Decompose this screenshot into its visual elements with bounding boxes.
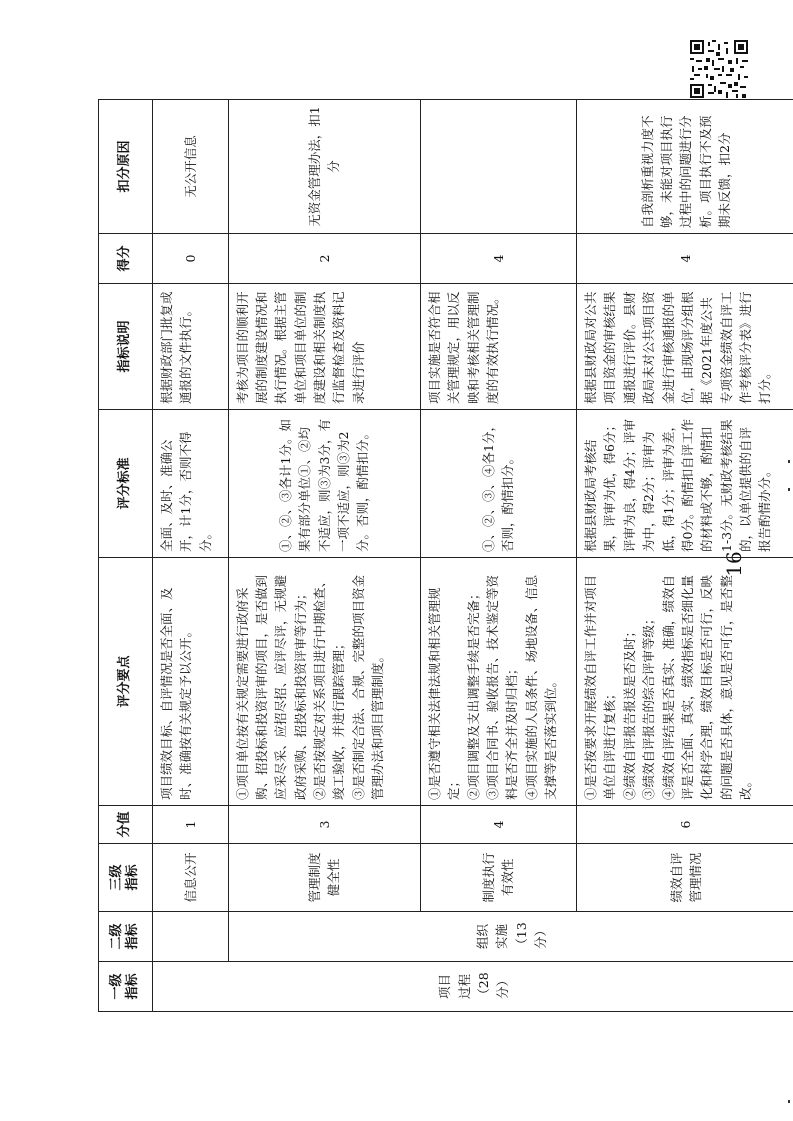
header-level3: 三级 指标 [99,844,153,912]
qr-code-image [690,40,748,98]
got-cell: 2 [228,234,420,284]
points-line: ④项目实施的人员条件、场地设备、信息支撑等是否落实到位。 [523,574,559,800]
level3-cell: 制度执行 有效性 [420,844,576,912]
margin-mark [788,1100,790,1103]
level2-cell-empty [152,912,228,962]
standard-cell: 根据县财政局考核结果，评审为优，得6分；评审为良，得4分；评审为中，得2分；评审为低，得1分；评审为差，得0分。酌情扣自评工作的材料或不够，酌情扣1-3分。无财政考核结果的，以单位提供的自评报告酌情办分。 [577,410,793,558]
margin-mark [788,460,790,463]
points-line: ②绩效自评报告报送是否及时； [621,624,637,800]
header-points: 评分要点 [99,558,153,806]
points-line: ③是否制定合法、合规、完整的项目资金管理办法和项目管理制度。 [350,574,386,800]
points-line: ①是否遵守相关法律法规和相关管理规定； [426,587,462,800]
points-line: ①是否按要求开展绩效自评工作并对项目单位自评进行复核； [583,574,618,800]
points-line: ④绩效自评结果是否真实、准确，绩效自评是否全面、真实，绩效指标是否细化量化和科学合理，绩效目标是否可行，反映的问题是否具体，意见是否可行，是否整改。 [660,574,753,800]
evaluation-table [98,99,793,1012]
qr-code-icon [690,40,748,98]
level1-cell: 项目 过程 （28分） [152,962,793,1012]
level3-cell: 绩效自评 管理情况 [577,844,793,912]
note-cell: 项目实施是否符合相关管理规定，用以反映和考核相关管理制度的有效执行情况。 [420,284,576,410]
page-number: 16 [722,551,746,577]
header-note: 指标说明 [99,284,153,410]
points-line: ③绩效自评报告的综合评审等级； [641,612,657,800]
note-cell: 考核为项目的顺利开展的制度建设情况和执行情况。根据主管单位和项目单位的制度建设和相关制度执行监督检查及资料记录进行评价 [228,284,420,410]
got-cell: 4 [420,234,576,284]
table-row [420,100,576,1012]
points-line: ①项目单位按有关规定需要进行政府采购、招投标和投资评审的项目，是否做到应采尽采、应招尽招、应评尽评，无规避政府采购、招投标和投资评审等行为； [234,574,308,800]
header-standard: 评分标准 [99,410,153,558]
note-cell: 根据财政部门批复或通报的文件执行。 [152,284,228,410]
points-cell [420,558,576,806]
score-cell: 1 [152,806,228,844]
reason-cell: 无资金管理办法，扣1分 [228,100,420,234]
header-score: 分值 [99,806,153,844]
points-cell [228,558,420,806]
table-header-row [99,100,153,1012]
level3-cell: 信息公开 [152,844,228,912]
reason-cell: 自我剖析重视力度不够，未能对项目执行过程中的问题进行分析。项目执行不及预期未反馈，扣2分 [577,100,793,234]
reason-cell [420,100,576,234]
reason-cell: 无公开信息 [152,100,228,234]
rotated-table-page [98,100,793,1012]
standard-cell: 全面、及时、准确公开，计1分，否则不得分。 [152,410,228,558]
points-line: ③项目合同书、验收报告、技术鉴定等资料是否齐全并及时归档； [484,574,520,800]
header-level1: 一级 指标 [99,962,153,1012]
level3-cell: 管理制度 健全性 [228,844,420,912]
points-line: ②是否按规定对关系项目进行中期检查、竣工验收，并进行跟踪管理； [312,574,347,800]
standard-cell: ①、②、③、④各1分，否则，酌情扣分。 [420,410,576,558]
got-cell: 4 [577,234,793,284]
score-cell: 4 [420,806,576,844]
points-cell [577,558,793,806]
table-row [577,100,793,1012]
header-level2: 二级 指标 [99,912,153,962]
table-row [152,100,228,1012]
score-cell: 3 [228,806,420,844]
standard-cell: ①、②、③各计1分。如果有部分单位①、②均不适应，则③为3分，有一项不适应，则③为2分。否则，酌情扣分。 [228,410,420,558]
level2-cell: 组织 实施 （13分） [228,912,793,962]
points-line: 项目绩效目标、自评情况是否全面、及时、准确按有关规定予以公开。 [158,587,194,800]
header-reason: 扣分原因 [99,100,153,234]
points-cell [152,558,228,806]
score-cell: 6 [577,806,793,844]
header-got: 得分 [99,234,153,284]
got-cell: 0 [152,234,228,284]
note-cell: 根据县财政局对公共项目资金的审核结果通报进行评价。县财政局未对公共项目资金进行审核通报的单位，由现场评分组根据《2021年度公共专项资金绩效自评工作考核评分表》进行打分。 [577,284,793,410]
table-row [228,100,420,1012]
points-line: ②项目调整及支出调整手续是否完备； [465,587,481,800]
margin-mark [788,488,790,491]
